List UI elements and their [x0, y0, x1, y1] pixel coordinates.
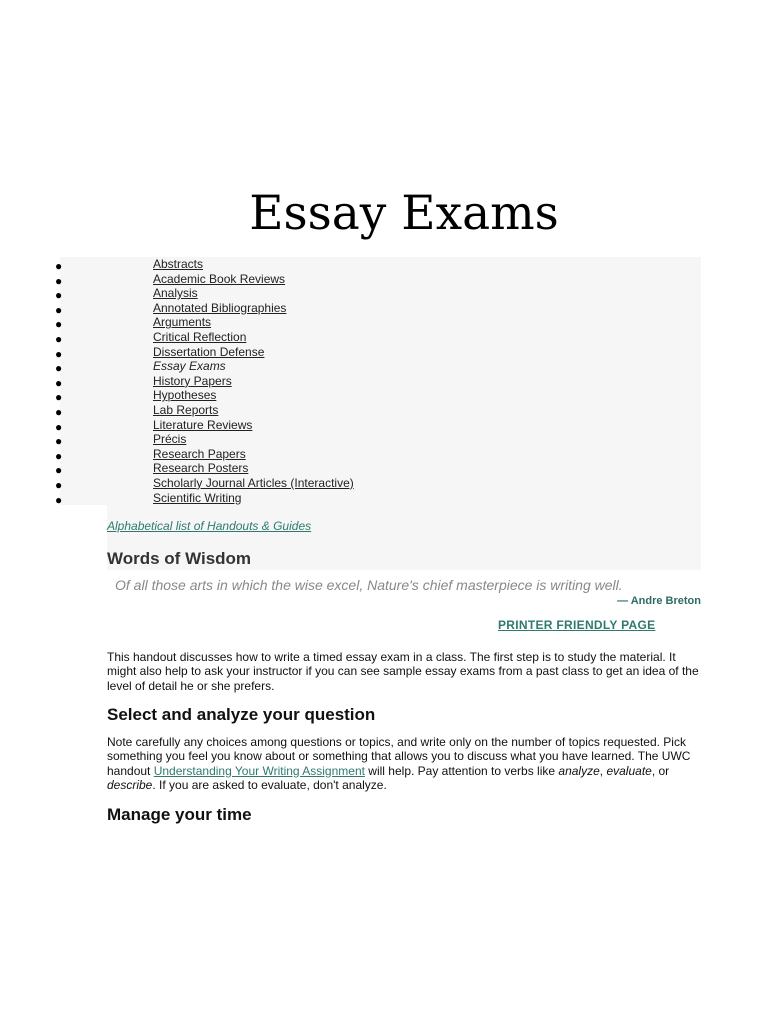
quote-author: — Andre Breton — [617, 595, 701, 607]
wisdom-quote: Of all those arts in which the wise excel, Nature's chief masterpiece is writing well. — [115, 577, 623, 593]
select-text-2: will help. Pay attention to verbs like — [364, 763, 559, 778]
separator-1: , — [599, 763, 607, 778]
list-item — [0, 388, 354, 403]
bullet-icon: ● — [55, 361, 63, 376]
handout-link-lab-reports[interactable]: Lab Reports — [153, 402, 219, 417]
list-item — [0, 301, 354, 316]
bullet-icon: ● — [55, 331, 63, 346]
bullet-icon: ● — [55, 288, 63, 303]
list-item — [0, 272, 354, 287]
handout-link-hypotheses[interactable]: Hypotheses — [153, 388, 217, 403]
verb-evaluate: evaluate — [606, 763, 652, 778]
handout-list — [0, 257, 354, 505]
bullet-icon: ● — [55, 302, 63, 317]
handout-link-arguments[interactable]: Arguments — [153, 315, 212, 330]
intro-paragraph: This handout discusses how to write a timed essay exam in a class. The first step is to study the material. It might also help to ask your instructor if you can see sample essay exams from a past class to get an idea of the level of detail he or she prefers. — [107, 650, 699, 693]
bullet-icon: ● — [55, 419, 63, 434]
words-of-wisdom-heading: Words of Wisdom — [107, 549, 252, 568]
separator-2: , or — [651, 763, 670, 778]
bullet-icon: ● — [55, 404, 63, 419]
bullet-icon: ● — [55, 463, 63, 478]
bullet-icon: ● — [55, 375, 63, 390]
handout-link-scholarly-journal-articles[interactable]: Scholarly Journal Articles (Interactive) — [153, 475, 354, 490]
section-heading-time: Manage your time — [107, 805, 252, 824]
handout-link-critical-reflection[interactable]: Critical Reflection — [153, 329, 247, 344]
handout-link-literature-reviews[interactable]: Literature Reviews — [153, 417, 253, 432]
list-item — [0, 432, 354, 447]
handout-link-history-papers[interactable]: History Papers — [153, 373, 232, 388]
handout-link-annotated-bibliographies[interactable]: Annotated Bibliographies — [153, 300, 287, 315]
page-title: Essay Exams — [249, 186, 559, 241]
select-text-1: Note carefully any choices among questions or topics, and write only on the number of topics requested. Pick something you feel you know about or something that allows you to discuss what you have learned. The UWC handout — [107, 735, 691, 778]
handout-link-precis[interactable]: Précis — [153, 432, 187, 447]
understanding-assignment-link[interactable]: Understanding Your Writing Assignment — [153, 763, 365, 778]
list-item — [0, 461, 354, 476]
list-item — [0, 330, 354, 345]
list-item — [0, 345, 354, 360]
list-item — [0, 374, 354, 389]
list-item — [0, 257, 354, 272]
bullet-icon: ● — [55, 273, 63, 288]
handout-link-research-papers[interactable]: Research Papers — [153, 446, 246, 461]
bullet-icon: ● — [55, 492, 63, 507]
list-item — [0, 476, 354, 491]
list-item — [0, 491, 354, 506]
bullet-icon: ● — [55, 317, 63, 332]
section-heading-select: Select and analyze your question — [107, 705, 376, 724]
bullet-icon: ● — [55, 346, 63, 361]
bullet-icon: ● — [55, 448, 63, 463]
bullet-icon: ● — [55, 434, 63, 449]
bullet-icon: ● — [55, 477, 63, 492]
handout-link-research-posters[interactable]: Research Posters — [153, 461, 249, 476]
list-item — [0, 315, 354, 330]
handout-link-scientific-writing[interactable]: Scientific Writing — [153, 490, 242, 505]
bullet-icon: ● — [55, 259, 63, 273]
bullet-icon: ● — [55, 390, 63, 405]
list-item — [0, 403, 354, 418]
handout-link-dissertation-defense[interactable]: Dissertation Defense — [153, 344, 265, 359]
list-item — [0, 447, 354, 462]
list-item — [0, 359, 354, 374]
alphabetical-list-link[interactable]: Alphabetical list of Handouts & Guides — [107, 519, 312, 533]
verb-describe: describe — [107, 777, 153, 792]
printer-friendly-link[interactable]: PRINTER FRIENDLY PAGE — [498, 618, 656, 632]
handout-current-essay-exams: Essay Exams — [153, 359, 226, 374]
select-text-3: . If you are asked to evaluate, don't analyze. — [152, 777, 387, 792]
list-item — [0, 286, 354, 301]
verb-analyze: analyze — [558, 763, 600, 778]
list-item — [0, 418, 354, 433]
handout-link-analysis[interactable]: Analysis — [153, 286, 198, 301]
handout-link-abstracts[interactable]: Abstracts — [153, 257, 204, 271]
select-paragraph — [107, 735, 707, 792]
handout-link-academic-book-reviews[interactable]: Academic Book Reviews — [153, 271, 286, 286]
